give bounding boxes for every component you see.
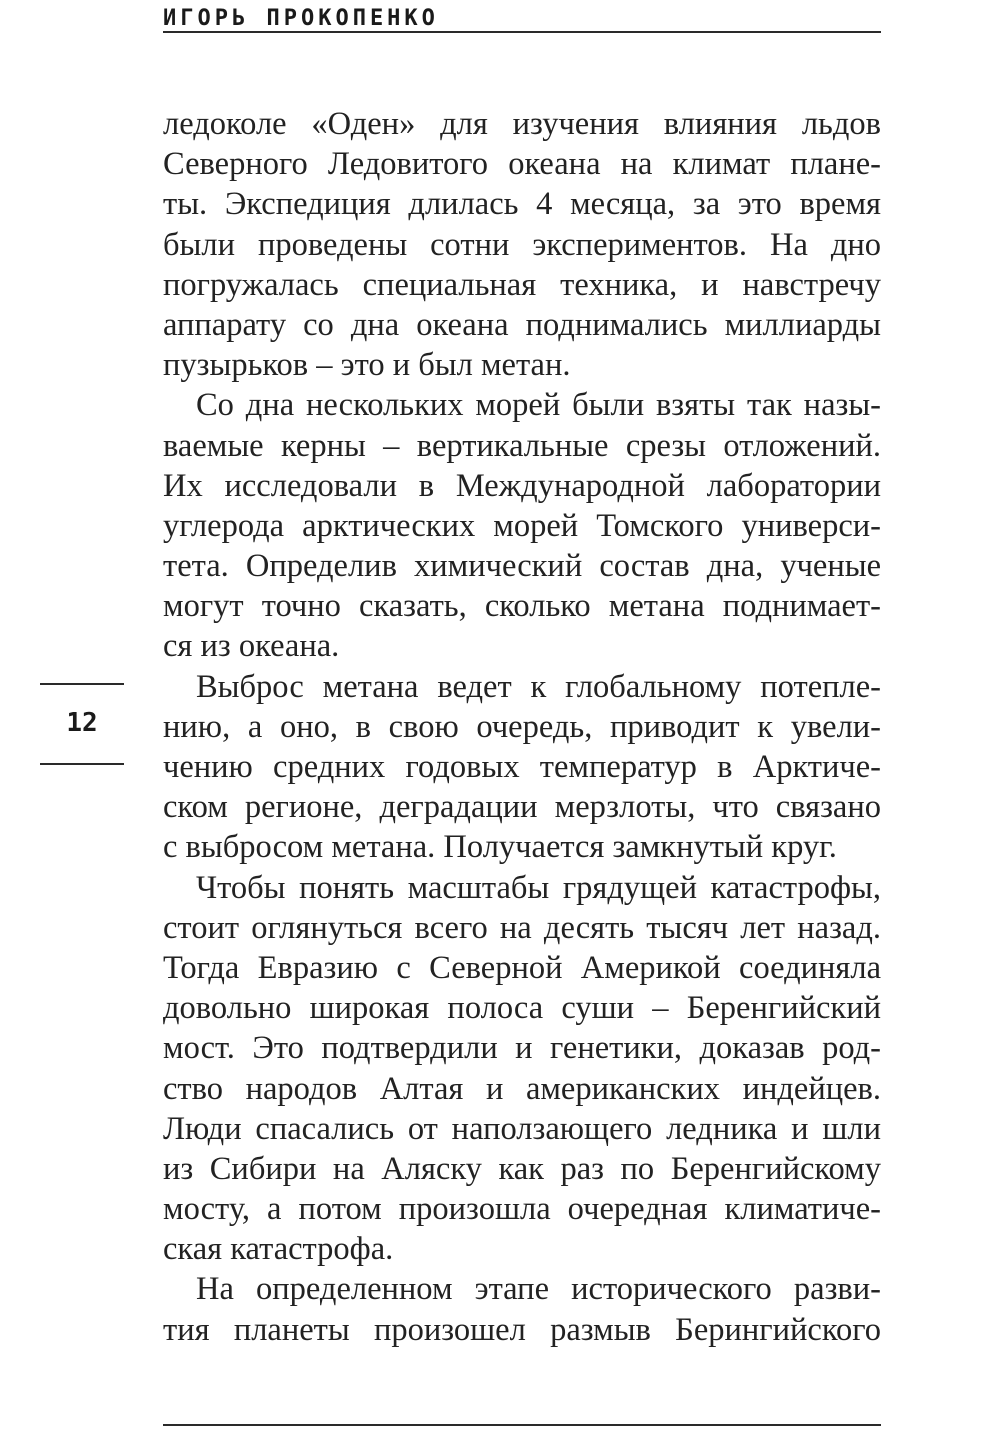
paragraph-1 — [163, 104, 881, 385]
text-line: с выбросом метана. Получается замкнутый круг. — [163, 829, 837, 866]
text-line: стоит оглянуться всего на десять тысяч лет назад. — [163, 909, 881, 946]
text-line: Выброс метана ведет к глобальному потепле- — [196, 668, 881, 705]
text-line: ском регионе, деградации мерзлоты, что связано — [163, 789, 881, 826]
page-number-block — [40, 683, 124, 765]
paragraph-4 — [163, 868, 881, 1270]
paragraph-5 — [163, 1269, 881, 1349]
text-line: ты. Экспедиция длилась 4 месяца, за это время — [163, 186, 881, 223]
text-line: чению средних годовых температур в Арктиче- — [163, 749, 881, 785]
text-line: пузырьков – это и был метан. — [163, 347, 571, 384]
text-line: Северного Ледовитого океана на климат плане- — [163, 146, 881, 183]
text-line: были проведены сотни экспериментов. На дно — [163, 226, 881, 263]
text-line: Их исследовали в Международной лаборатории — [163, 467, 881, 504]
paragraph-3 — [163, 667, 881, 868]
page-number: 12 — [66, 708, 98, 738]
text-line: Люди спасались от наползающего ледника и шли — [163, 1110, 881, 1147]
text-line: Со дна нескольких морей были взяты так назы- — [196, 387, 881, 424]
text-line: Тогда Евразию с Северной Америкой соединяла — [163, 949, 881, 986]
text-line: аппарату со дна океана поднимались миллиарды — [163, 306, 881, 343]
text-line: ваемые керны – вертикальные срезы отложений. — [163, 427, 881, 464]
text-line: нию, а оно, в свою очередь, приводит к увели- — [163, 708, 881, 745]
text-line: Чтобы понять масштабы грядущей катастрофы, — [196, 869, 881, 906]
text-line: На определенном этапе исторического разви- — [196, 1271, 881, 1308]
text-line: из Сибири на Аляску как раз по Беренгийскому — [163, 1150, 881, 1187]
header-author: ИГОРЬ ПРОКОПЕНКО — [163, 6, 439, 31]
text-line: тия планеты произошел размыв Берингийского — [163, 1311, 881, 1348]
text-line: ство народов Алтая и американских индейцев. — [163, 1070, 881, 1107]
text-line: погружалась специальная техника, и навстречу — [163, 266, 881, 303]
page-number-rule-bottom — [40, 763, 124, 765]
page-number-rule-top — [40, 683, 124, 685]
text-line: углерода арктических морей Томского универси- — [163, 507, 881, 544]
text-line: ся из океана. — [163, 628, 340, 665]
body-text — [163, 104, 881, 1350]
text-line: ледоколе «Оден» для изучения влияния льдов — [163, 106, 881, 142]
text-line: довольно широкая полоса суши – Беренгийский — [163, 990, 881, 1027]
text-line: мост. Это подтвердили и генетики, доказав род- — [163, 1030, 881, 1067]
text-line: ская катастрофа. — [163, 1231, 394, 1268]
text-line: могут точно сказать, сколько метана поднимает- — [163, 588, 881, 625]
text-line: тета. Определив химический состав дна, ученые — [163, 548, 881, 585]
text-line: мосту, а потом произошла очередная климатиче- — [163, 1191, 881, 1228]
paragraph-2 — [163, 385, 881, 666]
header-rule — [163, 31, 881, 33]
footer-rule — [163, 1424, 881, 1426]
